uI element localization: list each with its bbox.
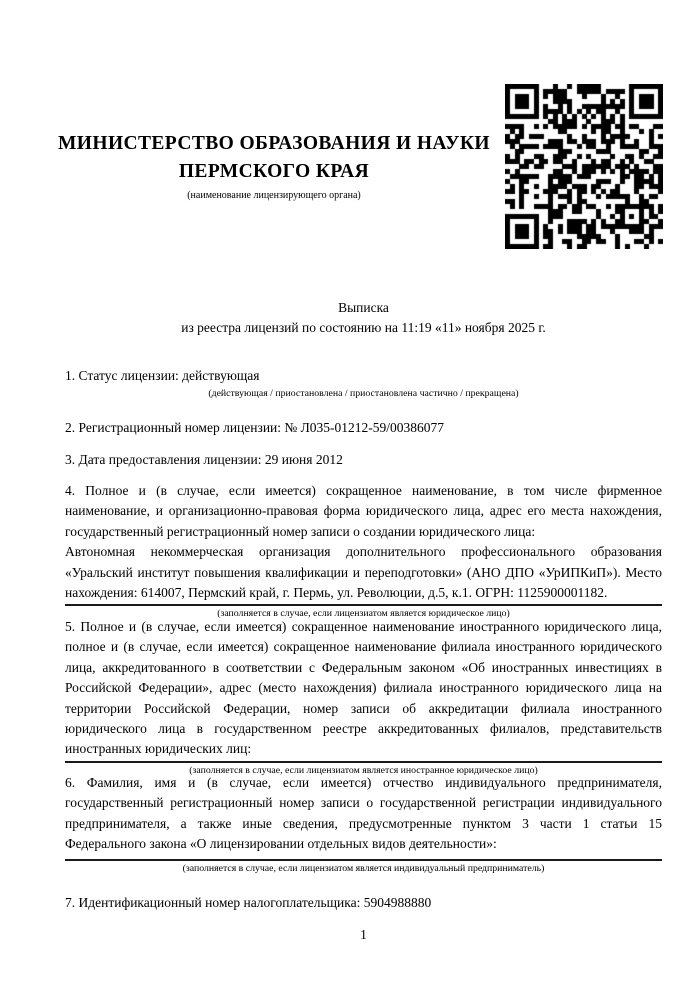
item-registration-number (65, 418, 662, 438)
license-status-text: 1. Статус лицензии: действующая (65, 368, 260, 383)
legal-entity-question: 4. Полное и (в случае, если имеется) сокращенное наименование, в том числе фирменное наименование, и организационно-правовая форма юридического лица, адрес его места нахождения, государственный регистрационный номер записи о создании юридического лица: (65, 483, 662, 539)
license-date-text: 3. Дата предоставления лицензии: 29 июня 2012 (65, 452, 343, 467)
item-individual-entrepreneur (65, 773, 662, 875)
item-legal-entity (65, 481, 662, 620)
ministry-header (58, 130, 490, 202)
registration-number-text: 2. Регистрационный номер лицензии: № Л035-01212-59/00386077 (65, 420, 445, 435)
document-title-line2: из реестра лицензий по состоянию на 11:19 «11» ноября 2025 г. (181, 320, 546, 335)
foreign-entity-note: (заполняется в случае, если лицензиатом является иностранное юридическое лицо) (189, 764, 538, 776)
qr-code-icon (505, 84, 663, 249)
individual-entrepreneur-question: 6. Фамилия, имя и (в случае, если имеется) отчество индивидуального предпринимателя, государственный регистрационный номер записи о государственной регистрации индивидуального предпринимателя, а также иные сведения, предусмотренные пунктом 3 части 1 статьи 15 Федерального закона «О лицензировании отдельных видов деятельности»: (65, 775, 662, 852)
ministry-name-line2: ПЕРМСКОГО КРАЯ (178, 161, 370, 182)
fill-line (65, 604, 662, 606)
fill-line (65, 859, 662, 861)
taxpayer-number-text: 7. Идентификационный номер налогоплательщика: 5904988880 (65, 895, 432, 910)
ministry-caption: (наименование лицензирующего органа) (187, 190, 361, 201)
license-status-note: (действующая / приостановлена / приостановлена частично / прекращена) (208, 388, 519, 400)
fill-line (65, 761, 662, 763)
document-title-line1: Выписка (338, 300, 389, 315)
item-taxpayer-number (65, 893, 662, 913)
individual-entrepreneur-note: (заполняется в случае, если лицензиатом является индивидуальный предприниматель) (182, 862, 545, 874)
item-license-date (65, 450, 662, 470)
ministry-name-line1: МИНИСТЕРСТВО ОБРАЗОВАНИЯ И НАУКИ (58, 133, 490, 154)
document-title (65, 298, 662, 338)
legal-entity-answer: Автономная некоммерческая организация дополнительного профессионального образования «Уральский институт повышения квалификации и переподготовки» (АНО ДПО «УрИПКиП»). Место нахождения: 614007, Пермский край, г. Пермь, ул. Революции, д.5, к.1. ОГРН: 1125900001182. (65, 544, 662, 601)
item-license-status (65, 366, 662, 400)
legal-entity-note: (заполняется в случае, если лицензиатом является юридическое лицо) (217, 608, 510, 620)
foreign-entity-question: 5. Полное и (в случае, если имеется) сокращенное наименование иностранного юридического лица, полное и (в случае, если имеется) сокращенное наименование филиала иностранного юридического лица, аккредитованного в соответствии с Федеральным законом «Об иностранных инвестициях в Российской Федерации», адрес (место нахождения) филиала иностранного юридического лица на территории Российской Федерации, номер записи об аккредитации филиала иностранного юридического лица в государственном реестре аккредитованных филиалов, представительств иностранных юридических лиц: (65, 619, 662, 757)
item-foreign-entity (65, 617, 662, 777)
page-number: 1 (360, 927, 367, 942)
